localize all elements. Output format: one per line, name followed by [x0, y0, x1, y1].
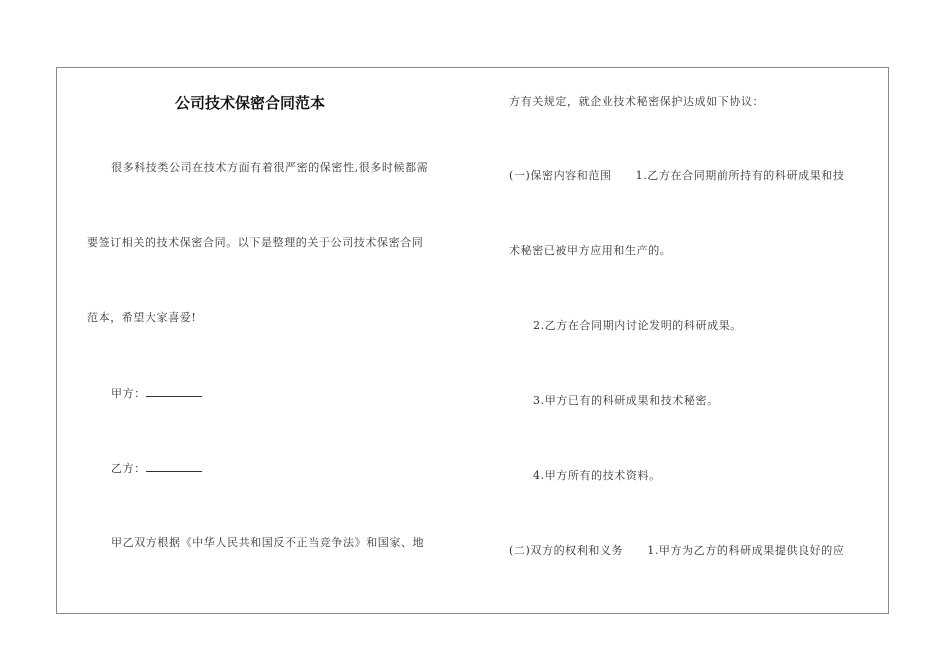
party-b-line: [111, 461, 202, 476]
clause-intro-line: 甲乙双方根据《中华人民共和国反不正当竞争法》和国家、地: [111, 536, 425, 549]
section-1-heading: (一)保密内容和范围: [509, 169, 612, 182]
section-1-item-1-start: 1.乙方在合同期前所持有的科研成果和技: [635, 169, 845, 182]
agreement-intro-line: 方有关规定，就企业技术秘密保护达成如下协议：: [509, 95, 765, 108]
section-2-line: [509, 544, 844, 558]
intro-paragraph-line-2: 要签订相关的技术保密合同。以下是整理的关于公司技术保密合同: [87, 236, 424, 249]
party-a-label: 甲方：: [111, 387, 146, 400]
section-1-item-3: 3.甲方已有的科研成果和技术秘密。: [533, 394, 719, 407]
left-column: [57, 68, 477, 613]
right-column: [497, 68, 890, 613]
document-page: [56, 67, 889, 614]
party-b-blank-field[interactable]: [146, 461, 202, 472]
party-b-label: 乙方：: [111, 462, 146, 475]
section-1-item-2: 2.乙方在合同期内讨论发明的科研成果。: [533, 319, 742, 332]
section-2-heading: (二)双方的权利和义务: [509, 544, 624, 557]
intro-paragraph-line-3: 范本，希望大家喜爱!: [87, 311, 197, 324]
section-1-item-1-continued: 术秘密已被甲方应用和生产的。: [509, 244, 672, 257]
section-1-line: [509, 169, 845, 183]
section-1-item-4: 4.甲方所有的技术资料。: [533, 469, 661, 482]
party-a-line: [111, 386, 202, 401]
document-title: 公司技术保密合同范本: [175, 94, 326, 112]
section-2-item-1-start: 1.甲方为乙方的科研成果提供良好的应: [647, 544, 845, 557]
party-a-blank-field[interactable]: [146, 386, 202, 397]
intro-paragraph-line-1: 很多科技类公司在技术方面有着很严密的保密性,很多时候都需: [111, 161, 429, 174]
